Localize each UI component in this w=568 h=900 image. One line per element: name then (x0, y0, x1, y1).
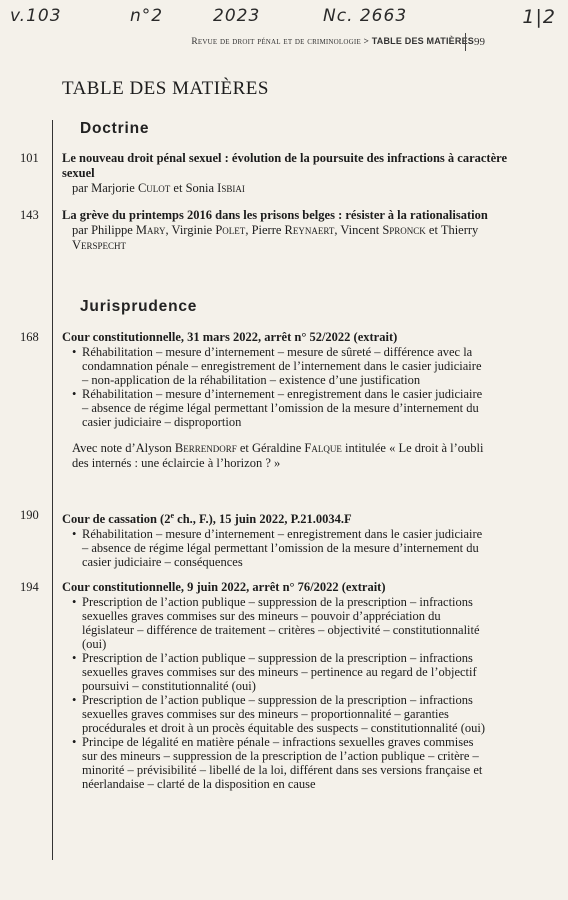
author-surname: Reynaert (284, 223, 335, 237)
toc-entry (0, 151, 568, 196)
entry-title: Cour constitutionnelle, 31 mars 2022, arrêt n° 52/2022 (extrait) (62, 330, 398, 344)
entry-title: Cour constitutionnelle, 9 juin 2022, arrêt n° 76/2022 (extrait) (62, 580, 386, 594)
entry-page: 190 (20, 508, 39, 522)
handwritten-fraction: 1|2 (522, 6, 556, 28)
keyword-bullet: • Prescription de l’action publique – suppression de la prescription – infractions sexuelles graves commises sur des mineurs – pouvoir d’appréciation du législateur – différence de traitement – critères – objectivité – constitutionnalité (oui) (82, 595, 488, 651)
entry-authors (72, 181, 508, 196)
entry-page: 101 (20, 151, 39, 165)
keyword-bullet: • Réhabilitation – mesure d’internement – enregistrement dans le casier judiciaire – absence de régime légal permettant l’omission de la mesure d’internement du casier judiciaire – disproportion (82, 387, 488, 429)
keyword-bullet: • Réhabilitation – mesure d’internement – enregistrement dans le casier judiciaire – absence de régime légal permettant l’omission de la mesure d’internement du casier judiciaire – conséquences (82, 527, 488, 569)
text-run: et Thierry (425, 223, 479, 237)
handwritten-volume: v.103 (10, 6, 62, 26)
entry-title: La grève du printemps 2016 dans les prisons belges : résister à la rationalisation (62, 208, 488, 222)
handwritten-year: 2023 (213, 6, 261, 26)
toc-entry (0, 508, 568, 569)
text-run: , Vincent (334, 223, 383, 237)
entry-bullets (0, 527, 568, 569)
handwritten-annotation (8, 6, 560, 30)
entry-page: 194 (20, 580, 39, 594)
entry-bullets (0, 345, 568, 429)
entry-title: Cour de cassation (2e ch., F.), 15 juin 2022, P.21.0034.F (62, 511, 352, 527)
text-run: et Géraldine (236, 441, 305, 455)
author-surname: Mary (135, 223, 166, 237)
keyword-bullet: • Réhabilitation – mesure d’internement – mesure de sûreté – différence avec la condamnation pénale – enregistrement de l’internement dans le casier judiciaire – non-application de la réhabilitation – existence d’une justification (82, 345, 488, 387)
entry-title: Le nouveau droit pénal sexuel : évolution de la poursuite des infractions à caractère sexuel (62, 151, 508, 180)
text-run: Avec note d’Alyson (72, 441, 175, 455)
author-surname: Verspecht (72, 238, 127, 252)
author-surname: Falque (304, 441, 342, 455)
author-surname: Isbiai (217, 181, 245, 195)
section-heading-doctrine: Doctrine (80, 120, 150, 137)
running-header (160, 33, 560, 51)
page-number: 99 (465, 33, 504, 51)
text-run: par Marjorie (72, 181, 138, 195)
text-run: intitulée « Le droit à l’oubli des internés : une éclaircie à l’horizon ? » (72, 441, 484, 470)
header-section: TABLE DES MATIÈRES (371, 36, 474, 46)
entry-page: 143 (20, 208, 39, 222)
handwritten-ref: Nc. 2663 (323, 6, 408, 26)
text-run: et Sonia (170, 181, 218, 195)
journal-line (191, 36, 474, 47)
toc-entry (0, 330, 568, 471)
page-title: TABLE DES MATIÈRES (62, 78, 269, 99)
toc-entry (0, 208, 568, 253)
journal-name: Revue de droit pénal et de criminologie (191, 37, 361, 47)
entry-bullets (0, 595, 568, 791)
keyword-bullet: • Prescription de l’action publique – suppression de la prescription – infractions sexuelles graves commises sur des mineurs – pertinence au regard de l’objectif poursuivi – constitutionnalité (oui) (82, 651, 488, 693)
section-heading-jurisprudence: Jurisprudence (80, 298, 198, 315)
keyword-bullet: • Principe de légalité en matière pénale – infractions sexuelles graves commises sur des mineurs – suppression de la prescription de l’action publique – critère – minorité – prévisibilité – libellé de la loi, différent dans ses versions française et néerlandaise – clarté de la disposition en cause (82, 735, 488, 791)
handwritten-number: n°2 (130, 6, 164, 26)
text-run: , Pierre (245, 223, 285, 237)
entry-authors (72, 223, 508, 253)
header-separator: > (363, 37, 370, 47)
author-surname: Polet (215, 223, 246, 237)
author-surname: Berrendorf (174, 441, 237, 455)
entry-page: 168 (20, 330, 39, 344)
entry-note (72, 441, 488, 471)
toc-entry (0, 580, 568, 791)
text-run: par Philippe (72, 223, 136, 237)
keyword-bullet: • Prescription de l’action publique – suppression de la prescription – infractions sexuelles graves commises sur des mineurs – proportionnalité – garanties procédurales et droit à un procès équitable des suspects – constitutionnalité (oui) (82, 693, 488, 735)
author-surname: Spronck (382, 223, 426, 237)
text-run: , Virginie (165, 223, 216, 237)
author-surname: Culot (137, 181, 171, 195)
